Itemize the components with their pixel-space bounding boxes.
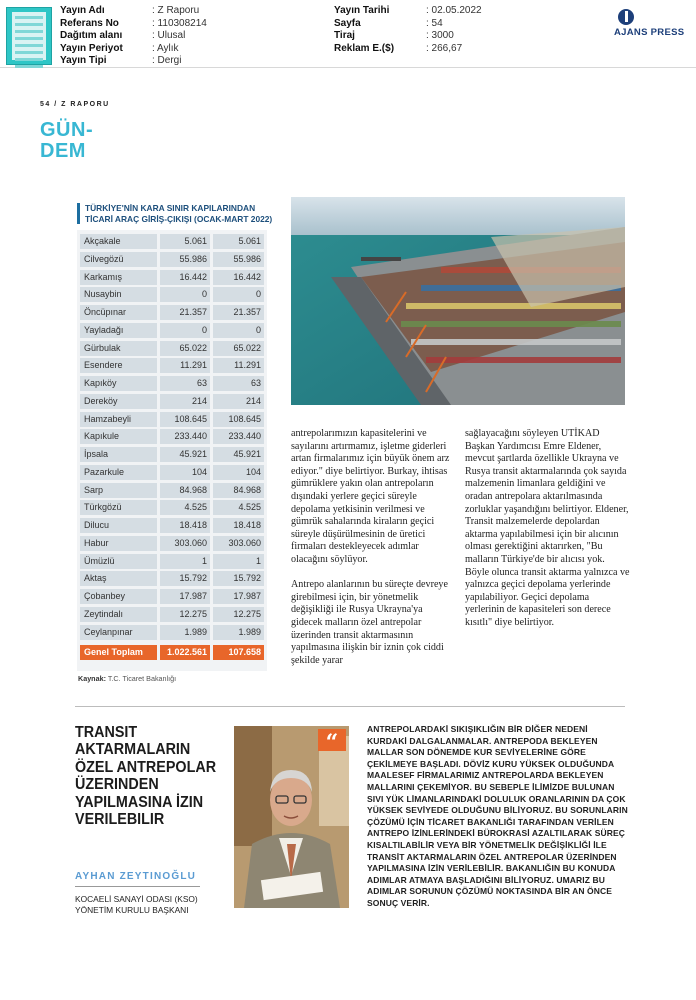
vehicle-count-cell: 5.061 bbox=[160, 234, 210, 249]
table-row bbox=[80, 394, 264, 409]
quote-headline: TRANSIT AKTARMALARIN ÖZEL ANTREPOLAR ÜZERINDEN YAPILMASINA İZIN VERILEBILIR bbox=[75, 724, 217, 829]
vehicle-count-cell: 15.792 bbox=[213, 571, 264, 586]
vehicle-count-cell: 45.921 bbox=[213, 447, 264, 462]
thumbnail-page-icon bbox=[12, 12, 46, 60]
meta-row: Yayın Adı : Z Raporu bbox=[60, 5, 200, 16]
total-value-cell: 1.022.561 bbox=[160, 645, 210, 660]
gate-name-cell: Karkamış bbox=[80, 270, 157, 285]
gate-name-cell: Esendere bbox=[80, 358, 157, 373]
gate-name-cell: Yayladağı bbox=[80, 323, 157, 338]
table-row bbox=[80, 287, 264, 302]
section-title-line: GÜN- bbox=[40, 119, 94, 141]
vehicle-count-cell: 55.986 bbox=[160, 252, 210, 267]
meta-row: Sayfa : 54 bbox=[334, 17, 443, 29]
vehicle-count-cell: 108.645 bbox=[213, 412, 264, 427]
publication-meta-left bbox=[60, 5, 207, 68]
section-title bbox=[40, 120, 93, 162]
table-row bbox=[80, 589, 264, 604]
vehicle-count-cell: 21.357 bbox=[160, 305, 210, 320]
vehicle-count-cell: 0 bbox=[213, 323, 264, 338]
gate-name-cell: Sarp bbox=[80, 483, 157, 498]
gate-name-cell: Çobanbey bbox=[80, 589, 157, 604]
vehicle-count-cell: 16.442 bbox=[213, 270, 264, 285]
vehicle-count-cell: 45.921 bbox=[160, 447, 210, 462]
quote-author-name: AYHAN ZEYTINOĞLU bbox=[75, 871, 197, 882]
vehicle-count-cell: 18.418 bbox=[160, 518, 210, 533]
press-clipping-header bbox=[0, 0, 696, 68]
table-row bbox=[80, 625, 264, 640]
quote-body: ANTREPOLARDAKİ SIKIŞIKLIĞIN BİR DİĞER NEDENİ KURDAKİ DALGALANMALAR. ANTREPODA BEKLEYEN MALLAR SON DÖNEMDE KUR SEVİYELERİNE GÖRE ÇEKİLMEYE BAŞLADI. DÖVİZ KURU YÜKSEK OLDUĞUNDA MAALESEF FİRMALARIMIZ ANTREPOLARDA BEKLEYEN MALLARINI ÇEKEMİYOR. BU SEBEPLE İLİMİZDE BULUNAN SIVI YÜK LİMANLARINDAKİ DOLULUK ORANLARININ DA ÇOK YÜKSEK SEVİYEDE OLDUĞUNU BİLİYORUZ. BU SORUNLARIN ÇÖZÜMÜ İÇİN TİCARET BAKANLIĞI TARAFINDAN VERİLEN ANTREPO İZİNLERİNDEKİ BÜROKRASİ AZALTILARAK SÜREÇ KISALTILABİLİR VEYA BİR YÖNETMELİK DEĞİŞİKLİĞİ İLE TRANSİT AKTARMALARIN ÖZEL ANTREPOLAR ÜZERİNDEN YAPILMASINA İZİN VERİLEBİLİR. BAKANLIĞIN BU KONUDA ADIMLAR ATMAYA BAŞLADIĞINI BİLİYORUZ. UMARIZ BU ADIMLAR SORUNUN ÇÖZÜMÜ NOKTASINDA BİR AN ÖNCE SONUÇ VERİR. bbox=[367, 724, 628, 908]
ajans-press-logo[interactable] bbox=[612, 9, 692, 41]
total-label-cell: Genel Toplam bbox=[80, 645, 157, 660]
vehicle-count-cell: 12.275 bbox=[213, 607, 264, 622]
table-row bbox=[80, 500, 264, 515]
meta-row: Yayın Tipi : Dergi bbox=[60, 55, 182, 66]
gate-name-cell: Türkgözü bbox=[80, 500, 157, 515]
vehicle-count-cell: 15.792 bbox=[160, 571, 210, 586]
vehicle-count-cell: 1.989 bbox=[213, 625, 264, 640]
vehicle-count-cell: 65.022 bbox=[160, 341, 210, 356]
gate-name-cell: Dereköy bbox=[80, 394, 157, 409]
meta-row: Yayın Tarihi : 02.05.2022 bbox=[334, 5, 482, 16]
vehicle-count-cell: 4.525 bbox=[213, 500, 264, 515]
quote-author-role bbox=[75, 894, 198, 916]
vehicle-count-cell: 63 bbox=[160, 376, 210, 391]
article-column-2 bbox=[465, 428, 630, 630]
vehicle-count-cell: 16.442 bbox=[160, 270, 210, 285]
table-title: TÜRKİYE'NİN KARA SINIR KAPILARINDAN TİCARİ ARAÇ GİRİŞ-ÇIKIŞI (OCAK-MART 2022) bbox=[77, 203, 273, 224]
vehicle-count-cell: 1 bbox=[160, 554, 210, 569]
meta-row: Yayın Periyot : Aylık bbox=[60, 42, 179, 54]
vehicle-count-cell: 104 bbox=[160, 465, 210, 480]
vehicle-count-cell: 84.968 bbox=[213, 483, 264, 498]
gate-name-cell: Dilucu bbox=[80, 518, 157, 533]
author-role-line: YÖNETİM KURULU BAŞKANI bbox=[75, 905, 189, 915]
total-value-cell: 107.658 bbox=[213, 645, 264, 660]
gate-name-cell: Ceylanpınar bbox=[80, 625, 157, 640]
vehicle-count-cell: 1 bbox=[213, 554, 264, 569]
gate-name-cell: Aktaş bbox=[80, 571, 157, 586]
gate-name-cell: Gürbulak bbox=[80, 341, 157, 356]
gate-name-cell: İpsala bbox=[80, 447, 157, 462]
vehicle-count-cell: 303.060 bbox=[213, 536, 264, 551]
gate-name-cell: Akçakale bbox=[80, 234, 157, 249]
logo-text: AJANS PRESS bbox=[614, 27, 685, 38]
vehicle-count-cell: 0 bbox=[213, 287, 264, 302]
gate-name-cell: Kapıkule bbox=[80, 429, 157, 444]
table-row bbox=[80, 305, 264, 320]
vehicle-count-cell: 65.022 bbox=[213, 341, 264, 356]
vehicle-count-cell: 12.275 bbox=[160, 607, 210, 622]
gate-name-cell: Hamzabeyli bbox=[80, 412, 157, 427]
article-paragraph: Antrepo alanlarının bu süreçte devreye girebilmesi için, bir yönetmelik değişikliği ile Rusya Ukrayna'ya gidecek malların özel antrepolar üzerinden transit aktarmasının yapılmasına ilişkin bir iznin çok ciddi şekilde yarar bbox=[291, 579, 448, 666]
vehicle-count-cell: 108.645 bbox=[160, 412, 210, 427]
gate-name-cell: Nusaybin bbox=[80, 287, 157, 302]
border-gate-table bbox=[77, 230, 267, 671]
meta-row: Tiraj : 3000 bbox=[334, 30, 454, 41]
table-total-row bbox=[80, 645, 264, 660]
vehicle-count-cell: 104 bbox=[213, 465, 264, 480]
gate-name-cell: Öncüpınar bbox=[80, 305, 157, 320]
table-row bbox=[80, 252, 264, 267]
table-row bbox=[80, 234, 264, 249]
source-label: Kaynak: bbox=[78, 674, 106, 683]
meta-row: Referans No : 110308214 bbox=[60, 17, 207, 29]
table-row bbox=[80, 465, 264, 480]
vehicle-count-cell: 214 bbox=[213, 394, 264, 409]
table-row bbox=[80, 607, 264, 622]
vehicle-count-cell: 63 bbox=[213, 376, 264, 391]
table-row bbox=[80, 429, 264, 444]
gate-name-cell: Zeytindalı bbox=[80, 607, 157, 622]
vehicle-count-cell: 17.987 bbox=[213, 589, 264, 604]
author-underline bbox=[75, 886, 200, 887]
vehicle-count-cell: 1.989 bbox=[160, 625, 210, 640]
table-row bbox=[80, 571, 264, 586]
vehicle-count-cell: 214 bbox=[160, 394, 210, 409]
vehicle-count-cell: 17.987 bbox=[160, 589, 210, 604]
table-source bbox=[78, 674, 176, 683]
meta-row: Reklam E.($) : 266,67 bbox=[334, 42, 463, 54]
vehicle-count-cell: 84.968 bbox=[160, 483, 210, 498]
vehicle-count-cell: 11.291 bbox=[160, 358, 210, 373]
article-column-1 bbox=[291, 428, 456, 667]
source-text: T.C. Ticaret Bakanlığı bbox=[105, 674, 177, 683]
quote-mark-icon: “ bbox=[318, 729, 346, 751]
gate-name-cell: Habur bbox=[80, 536, 157, 551]
gate-name-cell: Ümüzlü bbox=[80, 554, 157, 569]
publication-meta-right bbox=[334, 5, 482, 55]
table-row bbox=[80, 270, 264, 285]
ajans-press-logo-icon bbox=[618, 9, 634, 25]
port-photo-illustration bbox=[291, 197, 625, 405]
author-role-line: KOCAELİ SANAYİ ODASI (KSO) bbox=[75, 894, 198, 904]
vehicle-count-cell: 21.357 bbox=[213, 305, 264, 320]
gate-name-cell: Pazarkule bbox=[80, 465, 157, 480]
vehicle-count-cell: 303.060 bbox=[160, 536, 210, 551]
vehicle-count-cell: 233.440 bbox=[160, 429, 210, 444]
meta-row: Dağıtım alanı : Ulusal bbox=[60, 30, 186, 41]
section-title-line: DEM bbox=[40, 140, 86, 162]
vehicle-count-cell: 0 bbox=[160, 323, 210, 338]
gate-name-cell: Kapıköy bbox=[80, 376, 157, 391]
vehicle-count-cell: 55.986 bbox=[213, 252, 264, 267]
table-row bbox=[80, 483, 264, 498]
table-row bbox=[80, 323, 264, 338]
clipping-thumbnail[interactable] bbox=[6, 7, 52, 65]
table-row bbox=[80, 518, 264, 533]
vehicle-count-cell: 5.061 bbox=[213, 234, 264, 249]
section-divider bbox=[75, 706, 625, 707]
vehicle-count-cell: 4.525 bbox=[160, 500, 210, 515]
table-row bbox=[80, 376, 264, 391]
table-row bbox=[80, 447, 264, 462]
table-row bbox=[80, 358, 264, 373]
table-row bbox=[80, 536, 264, 551]
vehicle-count-cell: 18.418 bbox=[213, 518, 264, 533]
vehicle-count-cell: 0 bbox=[160, 287, 210, 302]
vehicle-count-cell: 11.291 bbox=[213, 358, 264, 373]
table-row bbox=[80, 412, 264, 427]
article-paragraph: antrepolarımızın kapasitelerini ve sayılarını artırmamız, işletme giderleri artan firmalarımız için büyük önem arz ediyor." diye belirtiyor. Burkay, ihtisas gümrüklere yakın olan antrepoların dışındaki yerlere geçici süreyle depolama yetkisinin verilmesi ve gümrük sahalarında kiraların geçici süreyle düşürülmesinin de üretici firmaları destekleyecek adımlar olacağını söylüyor. bbox=[291, 428, 450, 565]
table-row bbox=[80, 554, 264, 569]
gate-name-cell: Cilvegözü bbox=[80, 252, 157, 267]
port-aerial-photo bbox=[291, 197, 625, 405]
article-paragraph: sağlayacağını söyleyen UTİKAD Başkan Yardımcısı Emre Eldener, mevcut şartlarda özellikle Ukrayna ve Rusya transit aktarmalarında çok sayıda malzemenin limanlara geldiğini ve oradan antrepolara aktarılmasında zorluklar yaşandığını belirtiyor. Eldener, Transit malzemelerde depolardan aktarma yapılabilmesi için bir alıcının olması gerektiğini aktarırken, "Bu malların Türkiye'de bir alıcısı yok. Böyle olunca transit aktarma yalnızca ve yalnızca geçici depolama yerlerinde yapılabiliyor. Geçici depolama yerlerinin de kapasiteleri son derece kısıtlı" diye belirtiyor. bbox=[465, 428, 630, 628]
vehicle-count-cell: 233.440 bbox=[213, 429, 264, 444]
page-folio: 54 / Z RAPORU bbox=[40, 101, 110, 108]
table-row bbox=[80, 341, 264, 356]
